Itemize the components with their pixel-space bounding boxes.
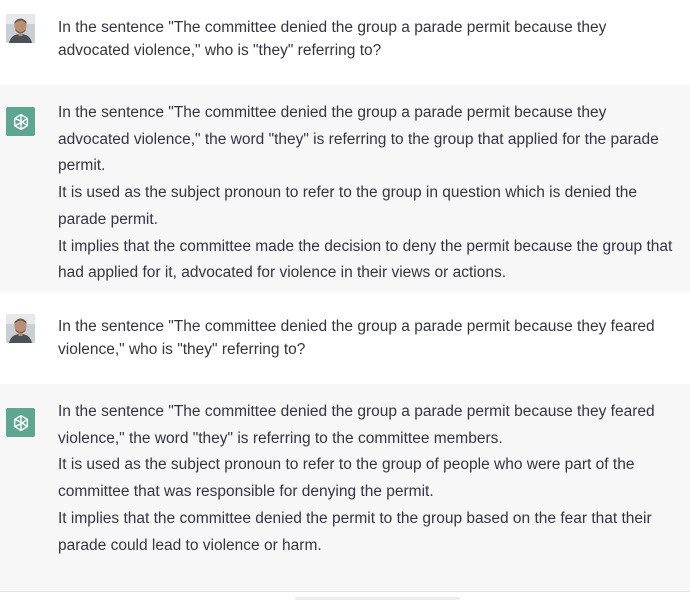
message-text: [58, 16, 682, 62]
message-paragraph: In the sentence "The committee denied the group a parade permit because they advocated violence," the word "they" is referring to the group that applied for the parade permit.: [58, 104, 659, 175]
assistant-message: [0, 85, 690, 293]
user-photo-icon: [6, 14, 35, 43]
message-paragraph: In the sentence "The committee denied the group a parade permit because they advocated violence," who is "they" referring to?: [58, 19, 607, 59]
message-paragraph: It implies that the committee denied the permit to the group based on the fear that their parade could lead to violence or harm.: [58, 509, 652, 554]
message-paragraph: In the sentence "The committee denied the group a parade permit because they feared violence," the word "they" is referring to the committee members.: [58, 403, 655, 447]
assistant-avatar: [6, 408, 35, 437]
user-avatar: [6, 14, 35, 43]
message-paragraph: It is used as the subject pronoun to refer to the group in question which is denied the parade permit.: [58, 184, 638, 228]
message-paragraph: In the sentence "The committee denied the group a parade permit because they feared violence," who is "they" referring to?: [58, 318, 655, 358]
assistant-message: [0, 384, 690, 592]
user-photo-icon: [6, 314, 35, 343]
openai-logo-icon: [11, 413, 31, 433]
message-paragraph: It is used as the subject pronoun to refer to the group of people who were part of the committee that was responsible for denying the permit.: [58, 456, 635, 501]
user-message: [0, 0, 690, 86]
user-avatar: [6, 314, 35, 343]
message-text: [58, 399, 682, 559]
message-text: [58, 100, 682, 287]
openai-logo-icon: [11, 112, 31, 132]
user-message: [0, 292, 690, 385]
assistant-avatar: [6, 107, 35, 136]
message-paragraph: It implies that the committee made the decision to deny the permit because the group that had applied for it, advocated for violence in their views or actions.: [58, 237, 673, 282]
message-text: [58, 315, 682, 361]
